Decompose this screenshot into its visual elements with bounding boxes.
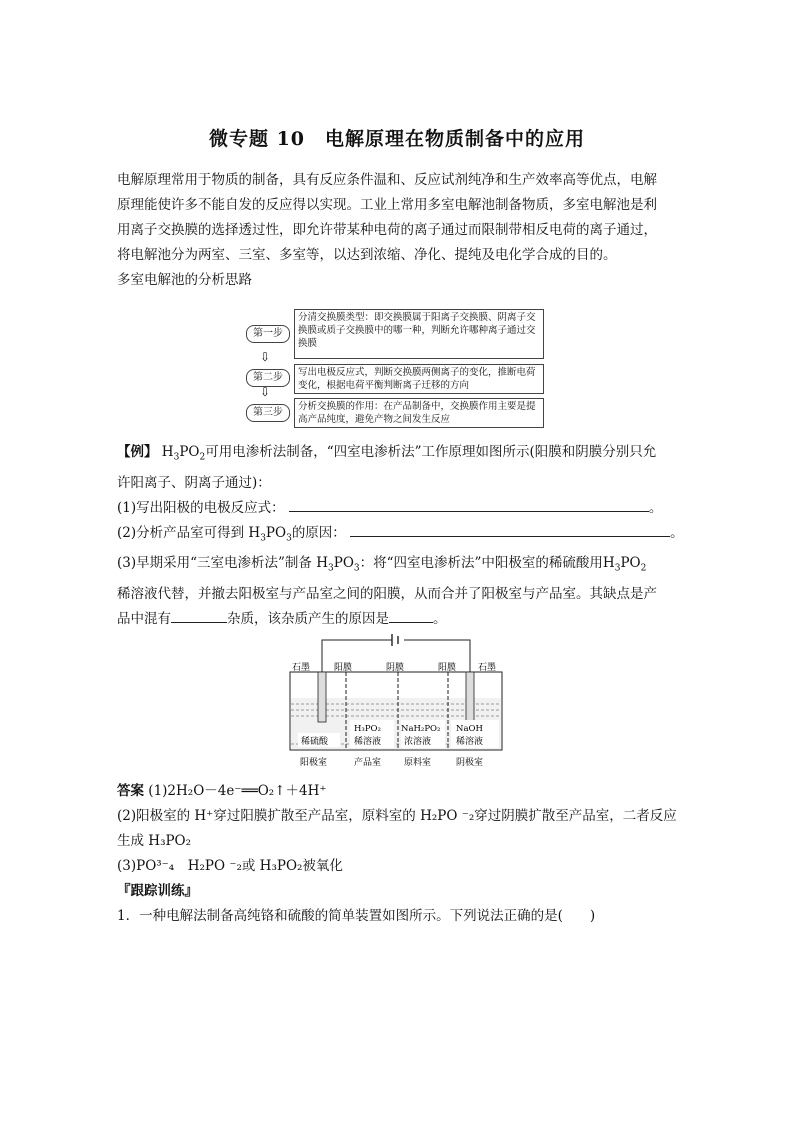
down-arrow-icon: ⇩ <box>260 350 271 364</box>
electrode-left-label: 石墨 <box>292 663 311 673</box>
question-3-line3: 品中混有 杂质，该杂质产生的原因是 。 <box>117 607 683 632</box>
room-label: 原料室 <box>404 758 432 768</box>
example-block <box>117 440 683 632</box>
intro-line: 电解原理常用于物质的制备，具有反应条件温和、反应试剂纯净和生产效率高等优点，电解 <box>117 172 657 188</box>
intro-line: 将电解池分为两室、三室、多室等，以达到浓缩、净化、提纯及电化学合成的目的。 <box>117 247 617 263</box>
compartment-solution: 稀溶液 <box>456 737 484 747</box>
room-label: 产品室 <box>354 758 382 768</box>
left-electrode <box>318 672 326 722</box>
question-2: (2)分析产品室可得到 $H_3PO_3$的原因： 。 <box>117 521 683 552</box>
compartment-solution: NaH₂PO₂ <box>401 724 441 734</box>
example-stem-line2: 许阳离子、阴离子通过)： <box>117 474 271 491</box>
intro-line: 用离子交换膜的选择透过性，即允许带某种电荷的离子通过而限制带相反电荷的离子通过， <box>117 222 657 238</box>
answer-blank <box>171 608 227 623</box>
page-title: 微专题 10 电解原理在物质制备中的应用 <box>208 128 586 150</box>
membrane-label: 阳膜 <box>334 663 353 673</box>
compartment-solution: 稀硫酸 <box>301 737 329 747</box>
question-3-line2: 稀溶液代替，并撤去阳极室与产品室之间的阳膜，从而合并了阳极室与产品室。其缺点是产 <box>117 586 657 603</box>
compartment-solution: H₃PO₂ <box>354 724 381 734</box>
membrane-label: 阳膜 <box>438 663 457 673</box>
step-text: 分清交换膜类型：即交换膜属于阳离子交换膜、阴离子交换膜或质子交换膜中的哪一种，判断允许哪种离子通过交换膜 <box>294 309 544 359</box>
step-label: 第三步 <box>246 404 290 422</box>
compartment-solution: 稀溶液 <box>354 737 382 747</box>
answer-blank <box>289 497 649 512</box>
analysis-flowchart <box>246 307 546 429</box>
answer-blank <box>350 522 670 537</box>
answer-2-line2: 生成 H₃PO₂ <box>117 833 192 849</box>
compartment-solution: 浓溶液 <box>404 737 432 747</box>
training-question-1: 1．一种电解法制备高纯铬和硫酸的简单装置如图所示。下列说法正确的是( ) <box>117 908 596 924</box>
right-electrode <box>466 672 474 722</box>
question-3: (3)早期采用“三室电渗析法”制备 $H_3PO_3$：将“四室电渗析法”中阳极室的稀硫酸用$H_3PO_2$ <box>117 555 647 575</box>
answer-block <box>117 779 683 929</box>
electrolysis-cell-diagram <box>288 632 508 772</box>
question-1: (1)写出阳极的电极反应式： 。 <box>117 496 683 521</box>
example-stem: 【例】 $H_3PO_2$可用电渗析法制备，“四室电渗析法”工作原理如图所示(阳膜和阴膜分别只允 <box>117 444 657 463</box>
down-arrow-icon: ⇩ <box>260 385 271 399</box>
room-label: 阳极室 <box>300 758 328 768</box>
answer-2: (2)阳极室的 H⁺穿过阳膜扩散至产品室，原料室的 H₂PO ⁻₂穿过阴膜扩散至产品室，二者反应 <box>117 808 677 824</box>
step-label: 第一步 <box>246 325 290 343</box>
step-text: 分析交换膜的作用：在产品制备中，交换膜作用主要是提高产品纯度，避免产物之间发生反应 <box>294 398 544 428</box>
answer-3: (3)PO³⁻₄ H₂PO ⁻₂或 H₃PO₂被氧化 <box>117 858 343 874</box>
step-text: 写出电极反应式，判断交换膜两侧离子的变化，推断电荷变化，根据电荷平衡判断离子迁移的方向 <box>294 364 544 394</box>
answer-1: 答案 (1)2H₂O－4e⁻══O₂↑＋4H⁺ <box>117 783 327 799</box>
intro-subheading: 多室电解池的分析思路 <box>117 272 252 288</box>
compartment-solution: NaOH <box>456 724 483 734</box>
step-label: 第二步 <box>246 369 290 387</box>
intro-line: 原理能使许多不能自发的反应得以实现。工业上常用多室电解池制备物质，多室电解池是利 <box>117 197 657 213</box>
intro-paragraph <box>117 168 683 293</box>
room-label: 阴极室 <box>456 758 484 768</box>
answer-blank <box>389 608 433 623</box>
membrane-label: 阴膜 <box>386 663 405 673</box>
example-tag: 【例】 <box>117 444 158 460</box>
training-heading: 『跟踪训练』 <box>117 883 198 899</box>
answer-label: 答案 <box>117 783 144 799</box>
electrode-right-label: 石墨 <box>478 663 497 673</box>
